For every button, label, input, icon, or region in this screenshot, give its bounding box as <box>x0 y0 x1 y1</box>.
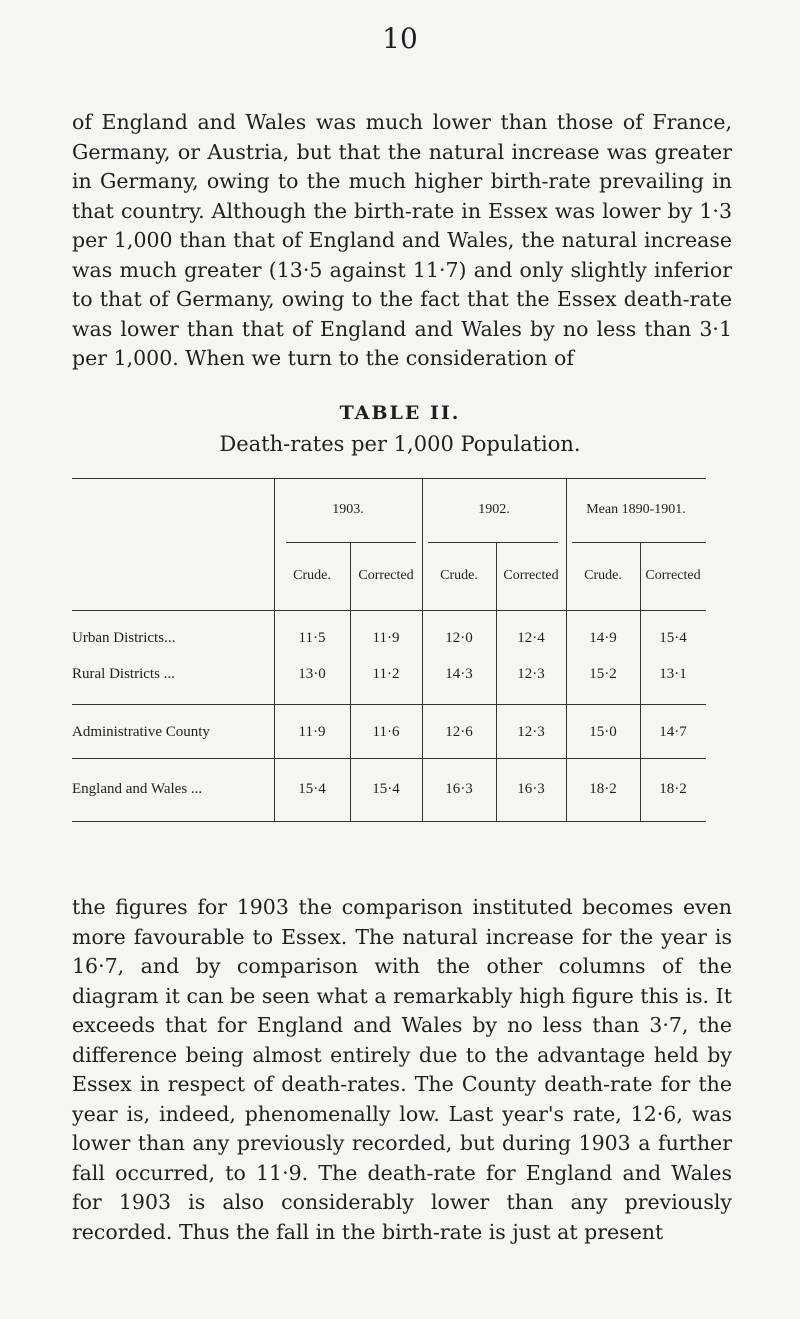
table-cell: 15·4 <box>298 781 326 797</box>
table-cell: 11·9 <box>372 630 400 646</box>
table-cell: 15·4 <box>659 630 687 646</box>
table-cell: 11·9 <box>298 724 326 740</box>
table-cell: 13·0 <box>298 666 326 682</box>
table-cell: 15·4 <box>372 781 400 797</box>
row-label-urban: Urban Districts... <box>72 630 176 646</box>
row-label-rural: Rural Districts ... <box>72 666 175 682</box>
rule-under-1903 <box>286 542 416 543</box>
subheader-crude: Crude. <box>440 568 478 583</box>
row-label-county: Administrative County <box>72 724 210 740</box>
page-number: 10 <box>382 22 418 55</box>
table-cell: 11·2 <box>372 666 400 682</box>
table-cell: 18·2 <box>589 781 617 797</box>
header-1903: 1903. <box>332 502 364 517</box>
table-cell: 12·3 <box>517 724 545 740</box>
table-title: TABLE II. <box>339 402 461 424</box>
paragraph-1: of England and Wales was much lower than those of France, Germany, or Austria, but that the natural increase was greater in Germany, owing to the much higher birth-rate prevailing in that country. Although the birth-rate in Essex was lower by 1·3 per 1,000 than that of England and Wales, the natural increase was much greater (13·5 against 11·7) and only slightly inferior to that of Germany, owing to the fact that the Essex death-rate was lower than that of England and Wales by no less than 3·1 per 1,000. When we turn to the consideration of <box>72 110 732 370</box>
paragraph-2: the figures for 1903 the comparison instituted becomes even more favourable to Essex. The natural increase for the year is 16·7, and by comparison with the other columns of the diagram it can be seen what a remarkably high figure this is. It exceeds that for England and Wales by no less than 3·7, the difference being almost entirely due to the advantage held by Essex in respect of death-rates. The County death-rate for the year is, indeed, phenomenally low. Last year's rate, 12·6, was lower than any previously recorded, but during 1903 a further fall occurred, to 11·9. The death-rate for England and Wales for 1903 is also considerably lower than any previously recorded. Thus the fall in the birth-rate is just at present <box>72 895 732 1244</box>
rule-under-1902 <box>428 542 558 543</box>
header-mean: Mean 1890-1901. <box>586 502 686 517</box>
table-cell: 12·3 <box>517 666 545 682</box>
death-rates-table <box>72 478 706 838</box>
col-divider <box>566 478 567 821</box>
table-cell: 15·0 <box>589 724 617 740</box>
rule-under-mean <box>572 542 706 543</box>
row-label-england: England and Wales ... <box>72 781 203 797</box>
table-cell: 16·3 <box>445 781 473 797</box>
rule-above-county <box>72 704 706 705</box>
table-rule-bottom <box>72 821 706 822</box>
subheader-corrected: Corrected <box>645 568 701 583</box>
subheader-corrected: Corrected <box>358 568 414 583</box>
header-1902: 1902. <box>478 502 510 517</box>
table-cell: 12·4 <box>517 630 545 646</box>
rule-under-header <box>72 610 706 611</box>
table-cell: 16·3 <box>517 781 545 797</box>
table-cell: 13·1 <box>659 666 687 682</box>
table-cell: 18·2 <box>659 781 687 797</box>
table-cell: 14·7 <box>659 724 687 740</box>
col-divider <box>422 478 423 821</box>
col-divider <box>274 478 275 821</box>
table-subtitle: Death-rates per 1,000 Population. <box>219 432 581 456</box>
rule-above-england <box>72 758 706 759</box>
table-cell: 11·6 <box>372 724 400 740</box>
table-cell: 14·3 <box>445 666 473 682</box>
subheader-crude: Crude. <box>293 568 331 583</box>
table-cell: 12·6 <box>445 724 473 740</box>
table-cell: 12·0 <box>445 630 473 646</box>
table-rule-top <box>72 478 706 479</box>
table-cell: 11·5 <box>298 630 326 646</box>
table-cell: 15·2 <box>589 666 617 682</box>
subheader-crude: Crude. <box>584 568 622 583</box>
subheader-corrected: Corrected <box>503 568 559 583</box>
table-cell: 14·9 <box>589 630 617 646</box>
